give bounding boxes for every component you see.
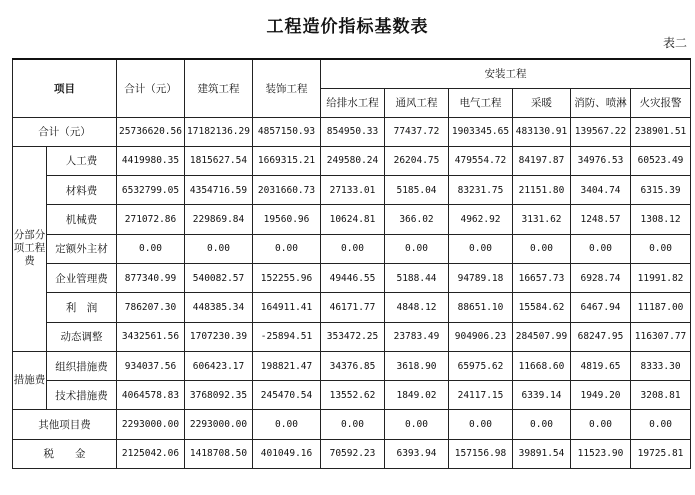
cell: 70592.23 xyxy=(321,439,385,468)
group-label-fenbu: 分部分项工程费 xyxy=(13,146,47,351)
cell: 11991.82 xyxy=(631,263,691,292)
cell: 0.00 xyxy=(385,234,449,263)
table-row xyxy=(13,117,691,146)
header-install-group: 安装工程 xyxy=(321,59,691,88)
cell: 483130.91 xyxy=(513,117,571,146)
cell: 88651.10 xyxy=(449,293,513,322)
cell: 17182136.29 xyxy=(185,117,253,146)
cell: 13552.62 xyxy=(321,381,385,410)
cell: 904906.23 xyxy=(449,322,513,351)
cell: 0.00 xyxy=(571,410,631,439)
header-install-ventilation: 通风工程 xyxy=(385,88,449,117)
page-title: 工程造价指标基数表 xyxy=(266,17,429,37)
cell: 1248.57 xyxy=(571,205,631,234)
cell: 786207.30 xyxy=(117,293,185,322)
table-row xyxy=(13,351,691,380)
table-number: 表二 xyxy=(662,36,687,50)
cell: 6315.39 xyxy=(631,176,691,205)
cell: 77437.72 xyxy=(385,117,449,146)
cell: 1707230.39 xyxy=(185,322,253,351)
cell: 0.00 xyxy=(571,234,631,263)
cell: 1418708.50 xyxy=(185,439,253,468)
index-base-table xyxy=(12,58,691,469)
table-row xyxy=(13,381,691,410)
cell: 5188.44 xyxy=(385,263,449,292)
cell: 0.00 xyxy=(385,410,449,439)
cell: 0.00 xyxy=(631,234,691,263)
cell: 10624.81 xyxy=(321,205,385,234)
row-label: 人工费 xyxy=(47,146,117,175)
cell: 0.00 xyxy=(253,410,321,439)
cell: 34976.53 xyxy=(571,146,631,175)
cell: 0.00 xyxy=(513,234,571,263)
cell: 8333.30 xyxy=(631,351,691,380)
cell: 0.00 xyxy=(117,234,185,263)
header-install-fire-sprinkler: 消防、喷淋 xyxy=(571,88,631,117)
cell: 116307.77 xyxy=(631,322,691,351)
table-row xyxy=(13,234,691,263)
cell: 3404.74 xyxy=(571,176,631,205)
header-building: 建筑工程 xyxy=(185,59,253,117)
cell: 6393.94 xyxy=(385,439,449,468)
cell: 3208.81 xyxy=(631,381,691,410)
cell: 198821.47 xyxy=(253,351,321,380)
cell: 49446.55 xyxy=(321,263,385,292)
cell: 271072.86 xyxy=(117,205,185,234)
cell: 3131.62 xyxy=(513,205,571,234)
cell: 4419980.35 xyxy=(117,146,185,175)
cell: 11187.00 xyxy=(631,293,691,322)
cell: 4962.92 xyxy=(449,205,513,234)
cell: 39891.54 xyxy=(513,439,571,468)
cell: 284507.99 xyxy=(513,322,571,351)
cell: 83231.75 xyxy=(449,176,513,205)
cell: 4354716.59 xyxy=(185,176,253,205)
cell: 11668.60 xyxy=(513,351,571,380)
cell: 1669315.21 xyxy=(253,146,321,175)
row-label: 技术措施费 xyxy=(47,381,117,410)
table-row xyxy=(13,322,691,351)
cell: 68247.95 xyxy=(571,322,631,351)
cell: 353472.25 xyxy=(321,322,385,351)
cell: 854950.33 xyxy=(321,117,385,146)
row-label: 组织措施费 xyxy=(47,351,117,380)
cell: 23783.49 xyxy=(385,322,449,351)
header-install-electrical: 电气工程 xyxy=(449,88,513,117)
cell: 3768092.35 xyxy=(185,381,253,410)
header-install-water: 给排水工程 xyxy=(321,88,385,117)
row-label: 合计（元） xyxy=(13,117,117,146)
cell: 0.00 xyxy=(449,410,513,439)
cell: 1815627.54 xyxy=(185,146,253,175)
cell: 27133.01 xyxy=(321,176,385,205)
cell: 2125042.06 xyxy=(117,439,185,468)
cell: 0.00 xyxy=(321,410,385,439)
group-label-cuoshi: 措施费 xyxy=(13,351,47,410)
cell: 877340.99 xyxy=(117,263,185,292)
header-total: 合计（元） xyxy=(117,59,185,117)
row-label: 机械费 xyxy=(47,205,117,234)
cell: 34376.85 xyxy=(321,351,385,380)
table-row xyxy=(13,176,691,205)
cell: 152255.96 xyxy=(253,263,321,292)
header-item: 项目 xyxy=(13,59,117,117)
cell: 4064578.83 xyxy=(117,381,185,410)
cell: 448385.34 xyxy=(185,293,253,322)
cell: 245470.54 xyxy=(253,381,321,410)
cell: 2031660.73 xyxy=(253,176,321,205)
table-row xyxy=(13,410,691,439)
cell: 1849.02 xyxy=(385,381,449,410)
cell: 16657.73 xyxy=(513,263,571,292)
cell: 1903345.65 xyxy=(449,117,513,146)
cell: 60523.49 xyxy=(631,146,691,175)
cell: 0.00 xyxy=(185,234,253,263)
cell: 139567.22 xyxy=(571,117,631,146)
cell: 479554.72 xyxy=(449,146,513,175)
cell: 0.00 xyxy=(253,234,321,263)
cell: 84197.87 xyxy=(513,146,571,175)
cell: 6467.94 xyxy=(571,293,631,322)
cell: 6339.14 xyxy=(513,381,571,410)
cell: 25736620.56 xyxy=(117,117,185,146)
table-row xyxy=(13,439,691,468)
cell: 0.00 xyxy=(449,234,513,263)
table-row xyxy=(13,293,691,322)
cell: 0.00 xyxy=(631,410,691,439)
row-label: 利 润 xyxy=(47,293,117,322)
cell: 4848.12 xyxy=(385,293,449,322)
cell: 65975.62 xyxy=(449,351,513,380)
cell: 157156.98 xyxy=(449,439,513,468)
cell: 606423.17 xyxy=(185,351,253,380)
header-install-fire-alarm: 火灾报警 xyxy=(631,88,691,117)
cell: 19560.96 xyxy=(253,205,321,234)
cell: 26204.75 xyxy=(385,146,449,175)
cell: 4857150.93 xyxy=(253,117,321,146)
cell: 934037.56 xyxy=(117,351,185,380)
cell: 46171.77 xyxy=(321,293,385,322)
cell: 5185.04 xyxy=(385,176,449,205)
cell: 24117.15 xyxy=(449,381,513,410)
cell: 540082.57 xyxy=(185,263,253,292)
cell: 401049.16 xyxy=(253,439,321,468)
cell: 15584.62 xyxy=(513,293,571,322)
table-row xyxy=(13,146,691,175)
row-label: 动态调整 xyxy=(47,322,117,351)
row-label: 企业管理费 xyxy=(47,263,117,292)
cell: 366.02 xyxy=(385,205,449,234)
cell: 6928.74 xyxy=(571,263,631,292)
cell: 21151.80 xyxy=(513,176,571,205)
cell: 249580.24 xyxy=(321,146,385,175)
cell: 164911.41 xyxy=(253,293,321,322)
cell: 19725.81 xyxy=(631,439,691,468)
cell: 6532799.05 xyxy=(117,176,185,205)
cell: 94789.18 xyxy=(449,263,513,292)
header-install-heating: 采暖 xyxy=(513,88,571,117)
cell: 1949.20 xyxy=(571,381,631,410)
cell: 238901.51 xyxy=(631,117,691,146)
row-label: 定额外主材 xyxy=(47,234,117,263)
row-label: 其他项目费 xyxy=(13,410,117,439)
cell: -25894.51 xyxy=(253,322,321,351)
cell: 2293000.00 xyxy=(117,410,185,439)
cell: 4819.65 xyxy=(571,351,631,380)
cell: 1308.12 xyxy=(631,205,691,234)
cell: 3618.90 xyxy=(385,351,449,380)
cell: 3432561.56 xyxy=(117,322,185,351)
table-row xyxy=(13,205,691,234)
cell: 229869.84 xyxy=(185,205,253,234)
header-decoration: 装饰工程 xyxy=(253,59,321,117)
cell: 2293000.00 xyxy=(185,410,253,439)
table-row xyxy=(13,263,691,292)
cell: 0.00 xyxy=(321,234,385,263)
cell: 11523.90 xyxy=(571,439,631,468)
row-label: 材料费 xyxy=(47,176,117,205)
cell: 0.00 xyxy=(513,410,571,439)
row-label: 税 金 xyxy=(13,439,117,468)
